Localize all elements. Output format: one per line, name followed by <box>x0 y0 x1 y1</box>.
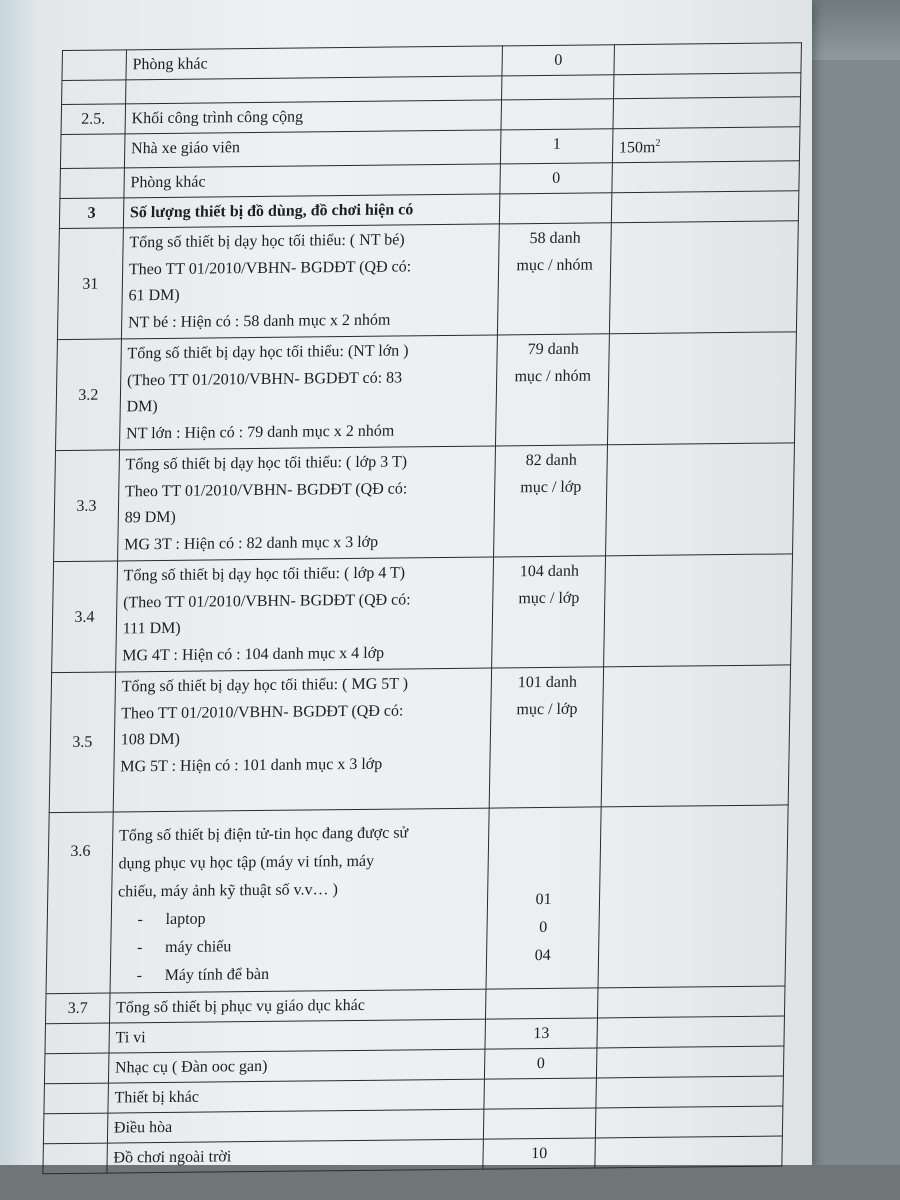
row-number: 3.7 <box>45 993 109 1024</box>
row-number: 3.4 <box>52 561 118 673</box>
value-line: 04 <box>534 947 551 965</box>
row-number: 3.6 <box>46 812 113 994</box>
row-description: Phòng khác <box>124 164 501 198</box>
row-description <box>119 335 497 450</box>
row-note <box>611 191 799 223</box>
value-line: mục / nhóm <box>514 367 592 386</box>
list-dash: - <box>136 939 143 957</box>
value-line: 01 <box>535 891 552 909</box>
desc-line: Theo TT 01/2010/VBHN- BGDĐT (QĐ có: <box>121 702 404 723</box>
list-item-label: Máy tính để bàn <box>164 966 270 985</box>
row-note <box>609 221 798 334</box>
row-value: 1 <box>501 129 613 165</box>
row-value <box>490 667 604 808</box>
desc-line: 111 DM) <box>122 620 181 638</box>
list-dash: - <box>137 911 144 929</box>
desc-line: chiếu, máy ảnh kỹ thuật số v.v… ) <box>117 881 339 901</box>
row-value <box>500 193 612 224</box>
desc-line: (Theo TT 01/2010/VBHN- BGDĐT (QĐ có: <box>123 591 411 612</box>
value-line: mục / lớp <box>516 700 578 719</box>
list-item <box>117 931 481 963</box>
row-value <box>484 1108 596 1139</box>
row-number: 31 <box>57 228 123 340</box>
row-value <box>496 334 609 446</box>
row-description: Điều hòa <box>107 1109 484 1143</box>
row-value: 13 <box>485 1018 597 1049</box>
row-description: Phòng khác <box>126 46 503 80</box>
area-unit-superscript: 2 <box>655 137 661 149</box>
row-number <box>62 80 126 105</box>
row-value <box>502 75 614 100</box>
row-value: 0 <box>500 163 612 194</box>
row-number: 3.3 <box>54 450 120 562</box>
row-value: 0 <box>485 1048 597 1079</box>
row-description: Thiết bị khác <box>108 1079 485 1113</box>
row-number <box>44 1053 108 1084</box>
row-number: 2.5. <box>61 104 125 135</box>
row-note <box>612 127 800 163</box>
row-number <box>62 50 126 81</box>
value-line: 58 danh <box>529 229 581 248</box>
table-row <box>49 665 790 813</box>
row-value <box>484 1078 596 1109</box>
row-number <box>44 1083 108 1114</box>
desc-line: dụng phục vụ học tập (máy vi tính, máy <box>118 853 375 873</box>
row-value <box>486 807 601 989</box>
row-value: 0 <box>502 45 614 76</box>
list-dash: - <box>136 967 143 985</box>
row-value <box>486 988 598 1019</box>
table-row <box>56 332 797 451</box>
desc-line: Tổng số thiết bị dạy học tối thiểu: ( NT bé) <box>129 231 405 252</box>
row-note <box>597 986 785 1018</box>
row-note <box>605 443 794 556</box>
row-description: Tổng số thiết bị phục vụ giáo dục khác <box>109 989 486 1023</box>
desc-line: 108 DM) <box>120 731 181 749</box>
value-line: 82 danh <box>525 451 577 470</box>
row-number <box>60 134 124 169</box>
desc-line: NT lớn : Hiện có : 79 danh mục x 2 nhóm <box>125 422 395 443</box>
row-number <box>43 1143 107 1174</box>
row-description <box>121 224 499 339</box>
table-row <box>54 443 795 562</box>
desc-line: Theo TT 01/2010/VBHN- BGDĐT (QĐ có: <box>128 258 412 279</box>
desc-line: Tổng số thiết bị dạy học tối thiểu: (NT lớn ) <box>127 342 409 363</box>
row-description: Khối công trình công cộng <box>125 100 502 134</box>
value-line: mục / nhóm <box>516 256 594 275</box>
row-number: 3.2 <box>56 339 122 451</box>
row-description: Nhạc cụ ( Đàn ooc gan) <box>108 1049 485 1083</box>
desc-line: DM) <box>126 398 158 416</box>
row-note <box>597 1016 785 1048</box>
desc-line: Tổng số thiết bị điện tử-tin học đang được sử <box>118 824 409 845</box>
row-note <box>601 665 791 807</box>
equipment-table <box>42 42 802 1174</box>
desc-line: 61 DM) <box>128 287 180 305</box>
row-note <box>596 1076 784 1108</box>
row-number <box>45 1023 109 1054</box>
row-value: 10 <box>483 1138 595 1169</box>
list-item <box>117 903 481 935</box>
row-note <box>614 43 802 75</box>
row-value <box>494 445 607 557</box>
value-line: mục / lớp <box>518 589 580 608</box>
value-line: 104 danh <box>519 562 580 581</box>
row-description <box>117 446 495 561</box>
row-description <box>115 557 493 672</box>
table-row <box>46 805 788 994</box>
row-description <box>113 668 492 812</box>
row-note <box>595 1136 783 1168</box>
row-number: 3.5 <box>49 672 115 813</box>
desc-line: Tổng số thiết bị dạy học tối thiểu: ( lớp 3 T) <box>125 453 408 474</box>
row-value <box>501 99 613 130</box>
row-note <box>613 73 801 99</box>
value-line: 101 danh <box>517 673 578 692</box>
desc-line: (Theo TT 01/2010/VBHN- BGDĐT có: 83 <box>126 369 403 390</box>
section-number: 3 <box>59 198 123 229</box>
row-description: Nhà xe giáo viên <box>124 130 501 168</box>
desc-line: 89 DM) <box>124 509 176 527</box>
row-note <box>612 161 800 193</box>
section-title: Số lượng thiết bị đồ dùng, đồ chơi hiện có <box>123 194 500 228</box>
row-description: Đồ chơi ngoài trời <box>107 1139 484 1173</box>
row-description <box>110 808 490 993</box>
desc-line: Tổng số thiết bị dạy học tối thiểu: ( lớp 4 T) <box>123 564 406 585</box>
row-value <box>498 223 611 335</box>
row-number <box>43 1113 107 1144</box>
desc-line: Theo TT 01/2010/VBHN- BGDĐT (QĐ có: <box>124 480 408 501</box>
area-value: 150m <box>618 139 656 157</box>
value-line: mục / lớp <box>520 478 582 497</box>
value-line: 79 danh <box>527 340 579 359</box>
row-note <box>603 554 792 667</box>
row-note <box>607 332 796 445</box>
row-description: Ti vi <box>109 1019 486 1053</box>
page-binding-edge <box>0 0 42 1165</box>
desc-line: MG 3T : Hiện có : 82 danh mục x 3 lớp <box>124 533 379 554</box>
row-note <box>596 1046 784 1078</box>
row-value <box>492 556 605 668</box>
desc-line: Tổng số thiết bị dạy học tối thiểu: ( MG 5T ) <box>121 675 409 696</box>
table-row <box>52 554 793 673</box>
row-number <box>60 168 124 199</box>
list-item-label: laptop <box>165 910 206 929</box>
desc-line: MG 5T : Hiện có : 101 danh mục x 3 lớp <box>120 755 383 776</box>
value-line: 0 <box>538 919 548 937</box>
desc-line: NT bé : Hiện có : 58 danh mục x 2 nhóm <box>127 311 391 332</box>
row-note <box>613 97 801 129</box>
row-note <box>598 805 788 988</box>
list-item <box>116 959 480 991</box>
row-note <box>595 1106 783 1138</box>
table-row <box>57 221 798 340</box>
list-item-label: máy chiếu <box>164 938 232 957</box>
desc-line: MG 4T : Hiện có : 104 danh mục x 4 lớp <box>122 644 385 665</box>
